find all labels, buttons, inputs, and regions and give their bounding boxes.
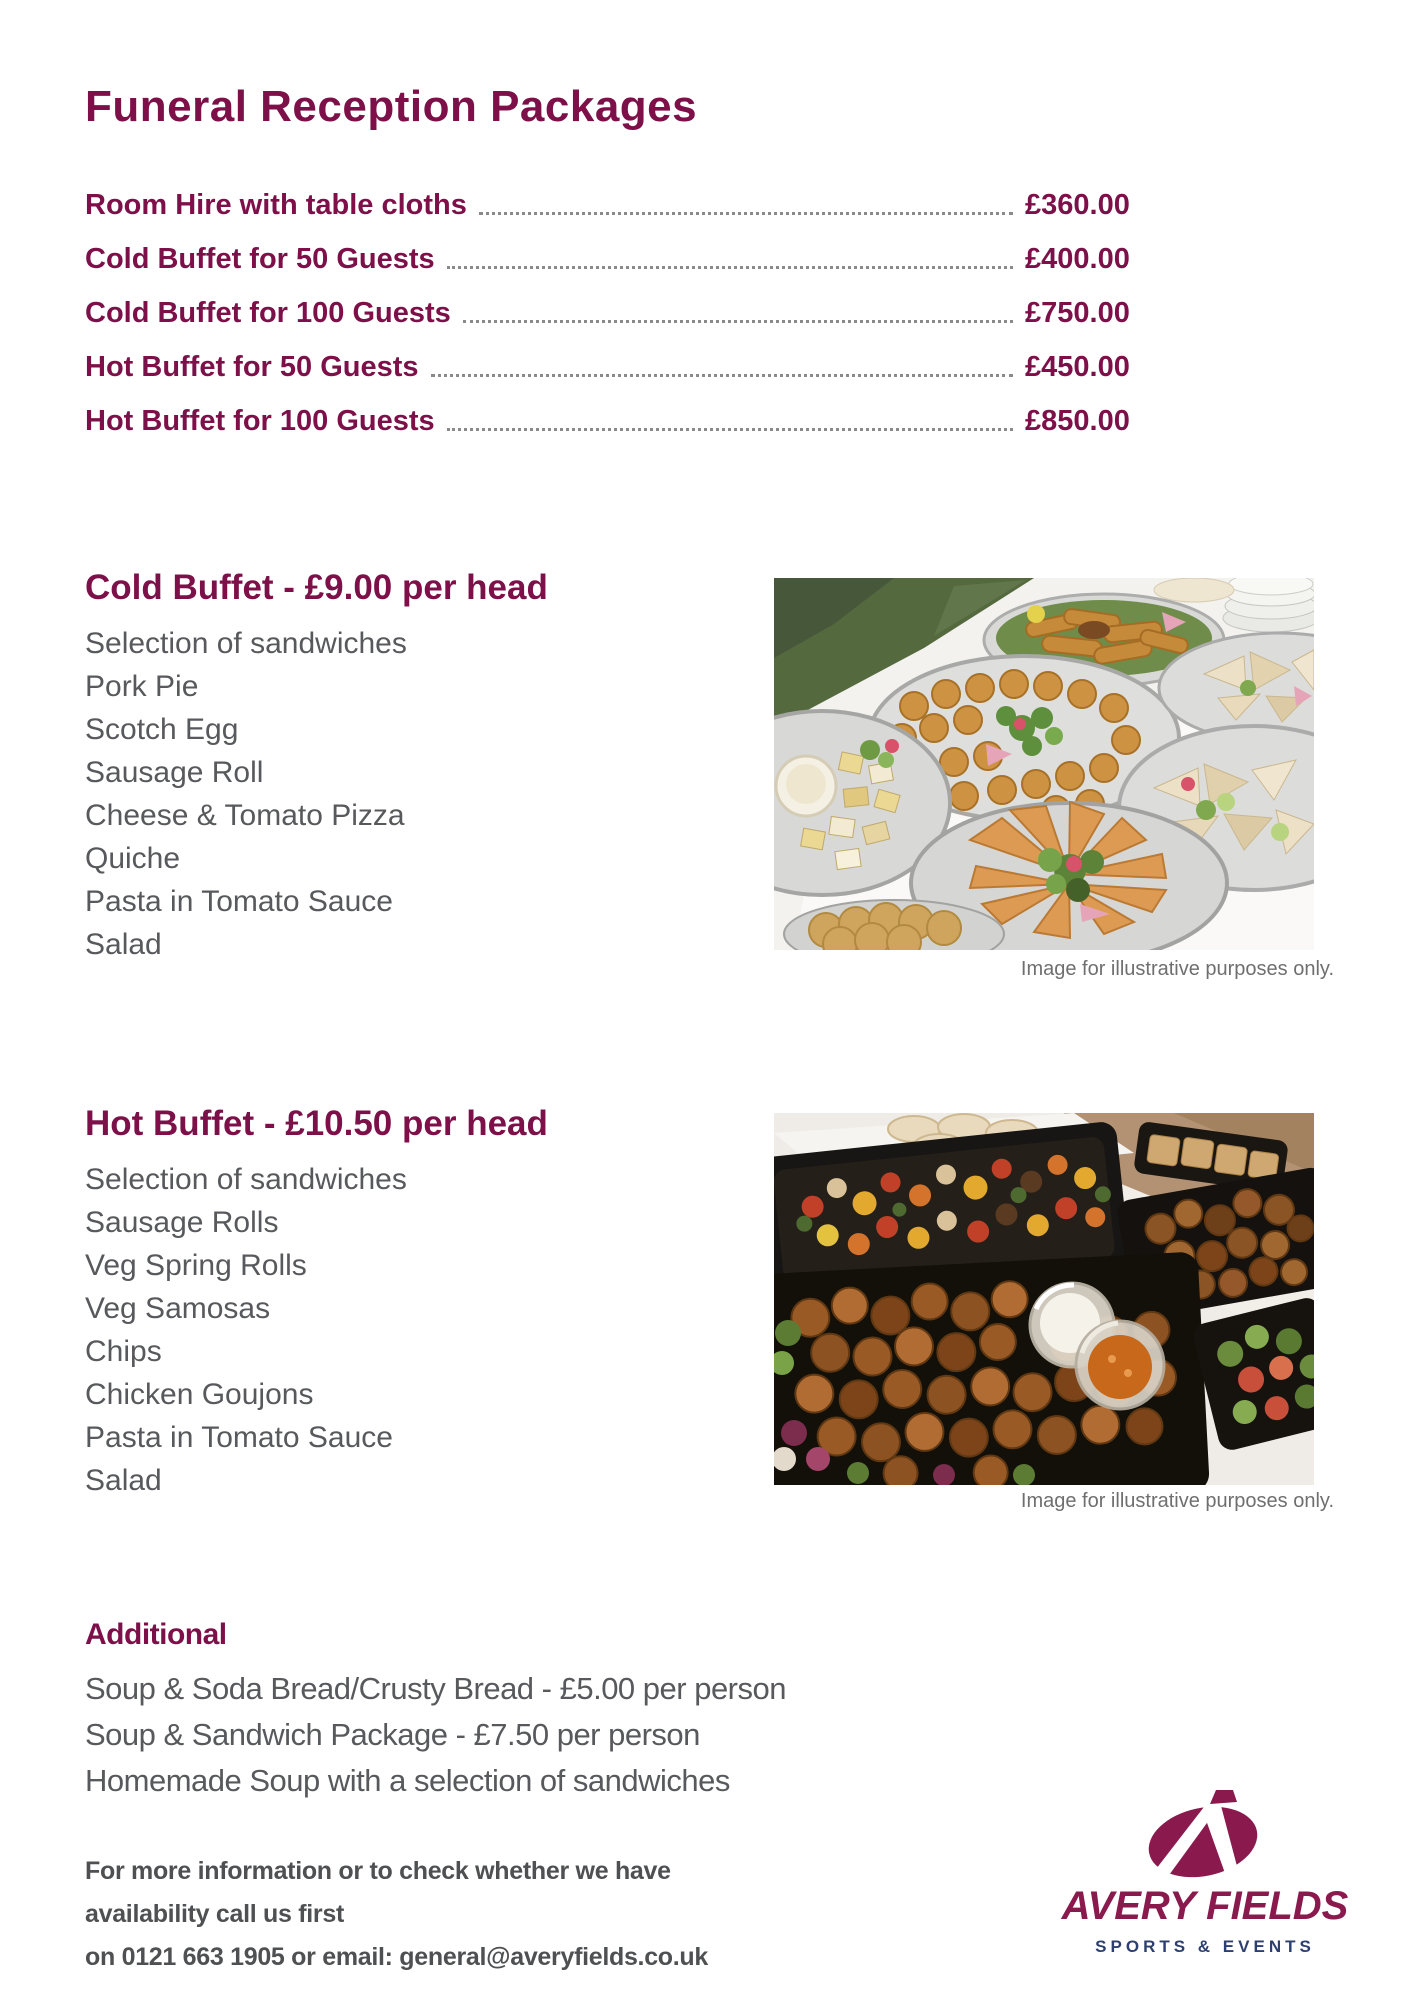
menu-item: Quiche bbox=[85, 842, 181, 875]
price-item-label: Cold Buffet for 50 Guests bbox=[85, 243, 435, 275]
menu-item: Salad bbox=[85, 928, 162, 961]
menu-item: Chips bbox=[85, 1335, 162, 1368]
price-row-cold-100 bbox=[85, 296, 1157, 331]
price-item-value: £360.00 bbox=[1025, 189, 1130, 221]
price-item-label: Room Hire with table cloths bbox=[85, 189, 467, 221]
hot-buffet-section bbox=[85, 1104, 757, 1502]
avery-fields-logo bbox=[1050, 1790, 1360, 1957]
menu-item: Salad bbox=[85, 1464, 162, 1497]
additional-heading: Additional bbox=[85, 1618, 227, 1651]
menu-item: Cheese & Tomato Pizza bbox=[85, 799, 405, 832]
price-item-label: Hot Buffet for 50 Guests bbox=[85, 351, 419, 383]
price-row-cold-50 bbox=[85, 242, 1157, 277]
additional-line: Homemade Soup with a selection of sandwiches bbox=[85, 1763, 730, 1798]
logo-tagline: SPORTS & EVENTS bbox=[1095, 1937, 1315, 1956]
price-row-hot-100 bbox=[85, 404, 1157, 439]
dotted-leader bbox=[447, 428, 1013, 431]
menu-item: Veg Spring Rolls bbox=[85, 1249, 307, 1282]
dotted-leader bbox=[447, 266, 1013, 269]
price-item-value: £850.00 bbox=[1025, 405, 1130, 437]
contact-line-2: on 0121 663 1905 or email: general@averyfields.co.uk bbox=[85, 1943, 708, 1971]
hot-buffet-heading: Hot Buffet - £10.50 per head bbox=[85, 1104, 548, 1143]
cold-buffet-photo bbox=[774, 578, 1314, 950]
contact-info bbox=[85, 1850, 785, 1979]
additional-line: Soup & Sandwich Package - £7.50 per person bbox=[85, 1717, 700, 1752]
rugby-ball-icon bbox=[1140, 1790, 1270, 1882]
dotted-leader bbox=[431, 374, 1013, 377]
contact-line-1: For more information or to check whether we have availability call us first bbox=[85, 1857, 671, 1928]
menu-item: Scotch Egg bbox=[85, 713, 239, 746]
price-item-value: £450.00 bbox=[1025, 351, 1130, 383]
menu-item: Selection of sandwiches bbox=[85, 1163, 407, 1196]
price-row-room-hire bbox=[85, 188, 1157, 223]
menu-item: Pork Pie bbox=[85, 670, 199, 703]
price-item-label: Cold Buffet for 100 Guests bbox=[85, 297, 451, 329]
cold-photo-caption: Image for illustrative purposes only. bbox=[1020, 958, 1334, 980]
price-item-value: £750.00 bbox=[1025, 297, 1130, 329]
menu-item: Chicken Goujons bbox=[85, 1378, 314, 1411]
price-item-value: £400.00 bbox=[1025, 243, 1130, 275]
cold-buffet-section bbox=[85, 568, 757, 966]
price-item-label: Hot Buffet for 100 Guests bbox=[85, 405, 435, 437]
page-title: Funeral Reception Packages bbox=[85, 82, 698, 131]
menu-item: Pasta in Tomato Sauce bbox=[85, 1421, 393, 1454]
dotted-leader bbox=[479, 212, 1013, 215]
dotted-leader bbox=[463, 320, 1013, 323]
hot-buffet-photo bbox=[774, 1113, 1314, 1485]
price-row-hot-50 bbox=[85, 350, 1157, 385]
menu-item: Veg Samosas bbox=[85, 1292, 271, 1325]
cold-buffet-heading: Cold Buffet - £9.00 per head bbox=[85, 568, 548, 607]
menu-item: Selection of sandwiches bbox=[85, 627, 407, 660]
additional-section bbox=[85, 1618, 985, 1804]
menu-item: Sausage Roll bbox=[85, 756, 264, 789]
menu-item: Sausage Rolls bbox=[85, 1206, 279, 1239]
logo-wordmark: AVERY FIELDS bbox=[1061, 1884, 1349, 1928]
price-list bbox=[85, 188, 1157, 458]
additional-line: Soup & Soda Bread/Crusty Bread - £5.00 per person bbox=[85, 1671, 786, 1706]
menu-item: Pasta in Tomato Sauce bbox=[85, 885, 393, 918]
hot-photo-caption: Image for illustrative purposes only. bbox=[1020, 1490, 1334, 1512]
